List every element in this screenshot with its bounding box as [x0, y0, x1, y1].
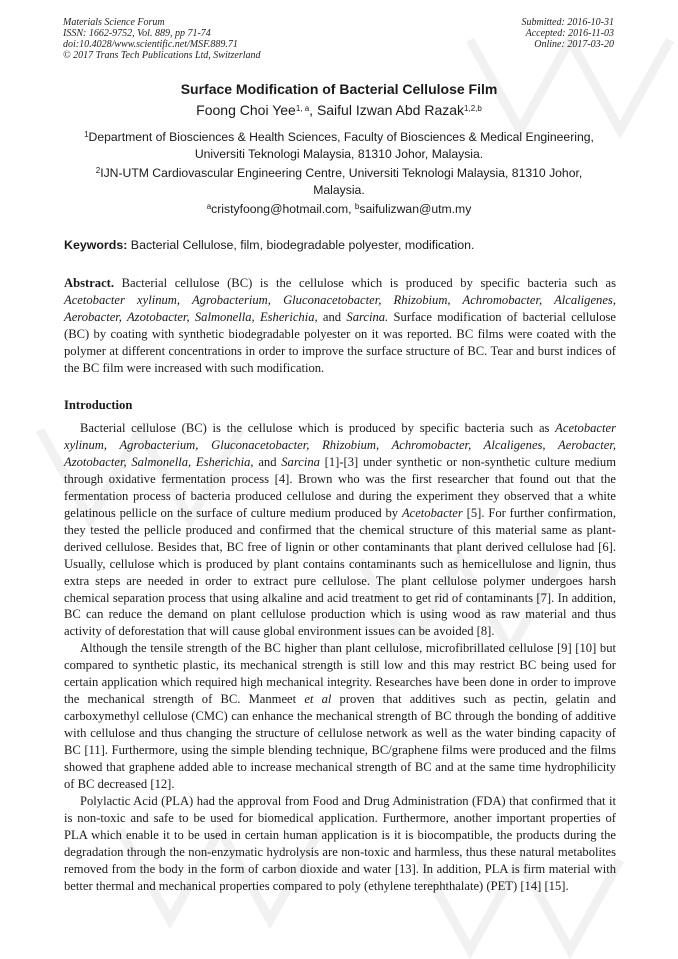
abstract-species: Sarcina.: [346, 309, 389, 324]
paragraph-text: [1]-[3] under synthetic or non-synthetic culture medium through oxidative fermentation process [4]. Brown who was the first researcher that found out that the fermentation process of bacteria produced cellulose and during the experiment they observed that a white gelatinous pellicle on the surface of culture medium produced by: [64, 454, 617, 520]
author-separator: ,: [309, 102, 317, 118]
affiliation: [70, 129, 608, 163]
paragraph: [64, 640, 616, 793]
affiliation-text: IJN-UTM Cardiovascular Engineering Centre, Universiti Teknologi Malaysia, 81310 Johor, Malaysia.: [100, 166, 583, 197]
author-superscript: 1,2,b: [464, 104, 482, 113]
doi: doi:10.4028/www.scientific.net/MSF.889.71: [63, 39, 238, 50]
email-superscript: b: [354, 202, 360, 211]
author-name: Saiful Izwan Abd Razak: [316, 102, 465, 118]
section-heading: Introduction: [64, 398, 133, 412]
copyright: © 2017 Trans Tech Publications Ltd, Switzerland: [63, 50, 261, 61]
accepted-date: Accepted: 2016-11-03: [525, 28, 614, 39]
paragraph-text: [5]. For further confirmation, they tested the pellicle produced and confirmed that the chemical structure of this material same as plant- derived cellulose. Besides that, BC free of lignin or other contaminants that plant derived cellulose had [6]. Usually, cellulose which is produced by plant contains contaminants such as hemicellulose and lignin, thus extra steps are needed in order to extract pure cellulose. The plant cellulose polymer undergoes harsh chemical separation process that using alkaline and acid treatment to get rid of contaminants [7]. In addition, BC can reduce the demand on plant cellulose production which is using wood as raw material and thus activity of deforestation that will cause global environment issues can be avoided [8].: [64, 505, 617, 639]
journal-name: Materials Science Forum: [63, 17, 165, 28]
email-superscript: a: [206, 202, 212, 211]
author-list: [0, 102, 678, 118]
email-line: [0, 202, 678, 216]
online-date: Online: 2017-03-20: [534, 39, 614, 50]
paragraph-text: Although the tensile strength of the BC higher than plant cellulose, microfibrillated cellulose [9] [10] but compared to synthetic plastic, its mechanical strength is still low and this may restrict BC being used for certain application which required high mechanical integrity. Researches have been done in order to improve the mechanical strength of BC. Manmeet: [64, 641, 616, 707]
keywords: [64, 238, 616, 252]
email-link[interactable]: cristyfoong@hotmail.com,: [211, 202, 355, 216]
abstract-text: Bacterial cellulose (BC) is the cellulose which is produced by specific bacteria such as: [114, 276, 616, 290]
author-superscript: 1, a: [295, 104, 310, 113]
affiliation-text: Department of Biosciences & Health Sciences, Faculty of Biosciences & Medical Engineering, Universiti Teknologi Malaysia, 81310 Johor, Malaysia.: [88, 130, 594, 161]
email-link[interactable]: saifulizwan@utm.my: [359, 202, 472, 216]
paragraph-text: proven that additives such as pectin, gelatin and carboxymethyl cellulose (CMC) can enhance the mechanical strength of BC through the bonding of additive with cellulose and thus changing the structure of cellulose network as well as the water binding capacity of BC [11]. Furthermore, using the simple blending technique, BC/graphene films were produced and the films showed that graphene added able to increase mechanical strength of BC and at the same time hydrophilicity of BC decreased [12].: [64, 692, 616, 792]
paragraph-text: and: [253, 454, 282, 469]
abstract: [64, 275, 616, 377]
introduction-body: [64, 420, 616, 895]
journal-header-left: [63, 17, 261, 61]
issn: ISSN: 1662-9752, Vol. 889, pp 71-74: [63, 28, 211, 39]
paper-title: Surface Modification of Bacterial Cellulose Film: [180, 81, 498, 97]
author-name: Foong Choi Yee: [196, 102, 296, 118]
paragraph-italic: Acetobacter xylinum, Agrobacterium, Gluconacetobacter, Rhizobium, Achromobacter, Alcaligenes, Aerobacter, Azotobacter, Salmonella, Esherichia,: [64, 421, 616, 469]
affiliation-superscript: 1: [84, 130, 89, 139]
paragraph: Polylactic Acid (PLA) had the approval from Food and Drug Administration (FDA) that confirmed that it is non-toxic and safe to be used for biomedical application. Furthermore, another important properties of PLA which enable it to be used in certain human application is it is biocompatible, the products during the degradation through the non-enzymatic hydrolysis are non-toxic and harmless, thus these natural metabolites removed from the body in the form of carbon dioxide and water [13]. In addition, PLA is firm material with better thermal and mechanical properties compared to poly (ethylene terephthalate) (PET) [14] [15].: [64, 793, 616, 893]
abstract-text: and: [317, 309, 347, 324]
paragraph-text: Bacterial cellulose (BC) is the cellulose which is produced by specific bacteria such as: [80, 421, 556, 435]
keywords-label: Keywords:: [64, 238, 128, 252]
paragraph-italic: et al: [304, 692, 332, 707]
affiliation: [70, 165, 608, 199]
paragraph-italic: Acetobacter: [401, 505, 463, 520]
paragraph-italic: Sarcina: [281, 454, 320, 469]
keywords-text: Bacterial Cellulose, film, biodegradable polyester, modification.: [127, 238, 475, 252]
abstract-label: Abstract.: [64, 276, 115, 290]
journal-header-right: [522, 17, 615, 50]
abstract-species: Acetobacter xylinum, Agrobacterium, Gluconacetobacter, Rhizobium, Achromobacter, Alcaligenes, Aerobacter, Azotobacter, Salmonella, Esherichia,: [64, 292, 616, 324]
paragraph: [64, 420, 616, 640]
abstract-text: Surface modification of bacterial cellulose (BC) by coating with synthetic biodegradable polyester on it was reported. BC films were coated with the polymer at different concentrations in order to improve the surface structure of BC. Tear and burst indices of the BC film were increased with such modification.: [64, 309, 617, 375]
submitted-date: Submitted: 2016-10-31: [521, 17, 614, 28]
affiliation-superscript: 2: [95, 166, 101, 175]
